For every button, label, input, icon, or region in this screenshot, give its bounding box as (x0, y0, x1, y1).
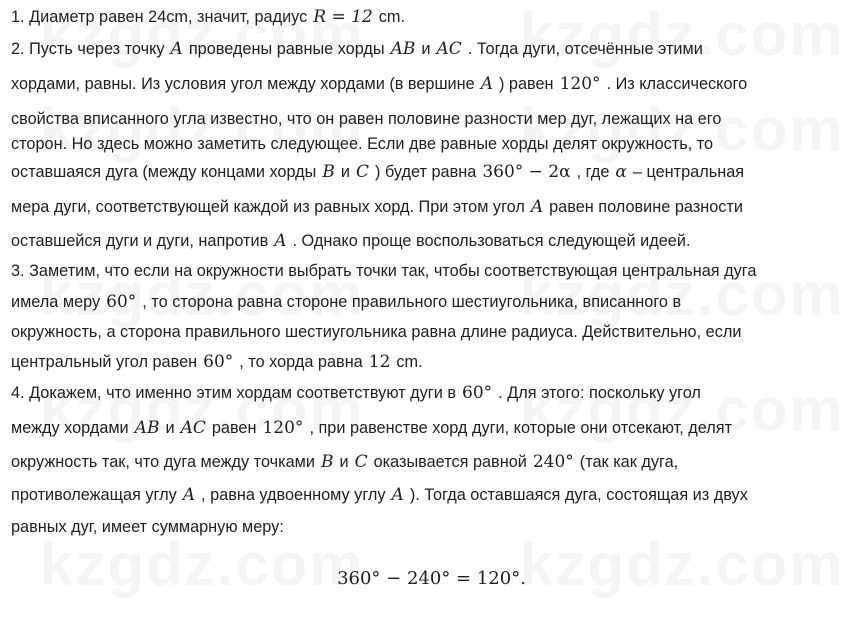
text-segment: 3. Заметим, что если на окружности выбрать точки так, чтобы соответствующая центральная дуга (11, 262, 757, 280)
math-expression: 60° (106, 292, 137, 312)
text-line (11, 231, 690, 251)
text-segment: хордами, равны. Из условия угол между хордами (в вершине (11, 75, 475, 93)
text-line (11, 109, 721, 129)
text-line (11, 485, 748, 505)
final-formula: 360° − 240° = 120°. (337, 568, 526, 589)
text-segment: , при равенстве хорд дуги, которые они отсекают, делят (309, 419, 733, 437)
text-segment: 1. Диаметр равен 24cm, значит, радиус (11, 8, 308, 26)
text-segment: противолежащая углу (11, 486, 177, 504)
text-segment: оказывается равной (373, 453, 527, 471)
math-expression: B (322, 162, 335, 182)
text-segment: центральный угол равен (11, 353, 198, 371)
text-segment: . Тогда дуги, отсечённые этими (467, 40, 703, 58)
text-segment: равных дуг, имеет суммарную меру: (11, 518, 284, 536)
text-segment: (так как дуга, (579, 453, 679, 471)
text-segment: , равна удвоенному углу (201, 486, 386, 504)
math-expression: A (274, 231, 287, 251)
math-expression: AC (436, 39, 462, 59)
text-segment: между хордами (11, 419, 129, 437)
text-segment: . Однако проще воспользоваться следующей идеей. (292, 232, 691, 250)
text-line (11, 418, 732, 438)
text-segment: – центральная (632, 163, 745, 181)
math-expression: 12 (368, 352, 391, 372)
math-expression: A (530, 197, 544, 217)
text-segment: . Для этого: поскольку угол (498, 384, 701, 402)
text-line (11, 322, 741, 342)
text-segment: равен (211, 419, 257, 437)
text-segment: cm. (396, 353, 423, 371)
math-expression: A (170, 39, 183, 59)
text-segment: имела меру (11, 293, 101, 311)
text-segment: мера дуги, соответствующей каждой из равных хорд. При этом угол (11, 198, 525, 216)
text-segment: окружность так, что дуга между точками (11, 453, 315, 471)
text-line (11, 39, 703, 59)
math-expression: 360° − 2α (482, 162, 571, 182)
text-segment: равен половине разности (549, 198, 743, 216)
text-segment: окружность, а сторона правильного шестиугольника равна длине радиуса. Действительно, если (11, 323, 742, 341)
text-line (11, 261, 756, 281)
text-line (11, 74, 747, 94)
text-segment: и (421, 40, 431, 58)
text-segment: . Из классического (606, 75, 748, 93)
text-segment: , где (576, 163, 610, 181)
math-expression: A (391, 485, 404, 505)
math-expression: α (615, 162, 627, 182)
text-line (11, 517, 284, 537)
math-expression: 120° (262, 418, 304, 438)
text-segment: свойства вписанного угла известно, что он равен половине разности мер дуг, лежащих на его (11, 110, 722, 128)
math-expression: 240° (532, 452, 574, 472)
math-expression: 120° (559, 74, 601, 94)
math-expression: R = 12 (313, 7, 373, 27)
math-expression: A (480, 74, 493, 94)
math-expression: A (182, 485, 196, 505)
text-segment: cm. (378, 8, 405, 26)
text-line (11, 162, 744, 182)
text-segment: 4. Докажем, что именно этим хордам соответствуют дуги в (11, 384, 457, 402)
math-expression: B (320, 452, 334, 472)
text-segment: , то сторона равна стороне правильного шестиугольника, вписанного в (142, 293, 682, 311)
text-segment: и (165, 419, 175, 437)
math-expression: AB (390, 39, 416, 59)
math-expression: 60° (203, 352, 234, 372)
text-segment: проведены равные хорды (188, 40, 385, 58)
math-expression: AC (180, 418, 206, 438)
text-segment: оставшаяся дуга (между концами хорды (11, 163, 317, 181)
text-line (11, 134, 713, 154)
text-segment: ) равен (498, 75, 554, 93)
text-segment: ). Тогда оставшаяся дуга, состоящая из двух (409, 486, 748, 504)
text-line (11, 452, 678, 472)
text-segment: 2. Пусть через точку (11, 40, 165, 58)
math-expression: 60° (462, 383, 493, 403)
text-line (11, 292, 681, 312)
text-line (11, 383, 701, 403)
math-expression: C (354, 452, 368, 472)
text-line (11, 7, 405, 27)
text-segment: и (340, 163, 350, 181)
math-expression: C (355, 162, 369, 182)
text-segment: сторон. Но здесь можно заметить следующее. Если две равные хорды делят окружность, то (11, 135, 714, 153)
text-segment: ) будет равна (375, 163, 477, 181)
text-line (11, 197, 743, 217)
text-segment: и (339, 453, 349, 471)
text-segment: , то хорда равна (239, 353, 363, 371)
text-segment: оставшейся дуги и дуги, напротив (11, 232, 269, 250)
math-expression: AB (134, 418, 160, 438)
text-line (11, 352, 423, 372)
